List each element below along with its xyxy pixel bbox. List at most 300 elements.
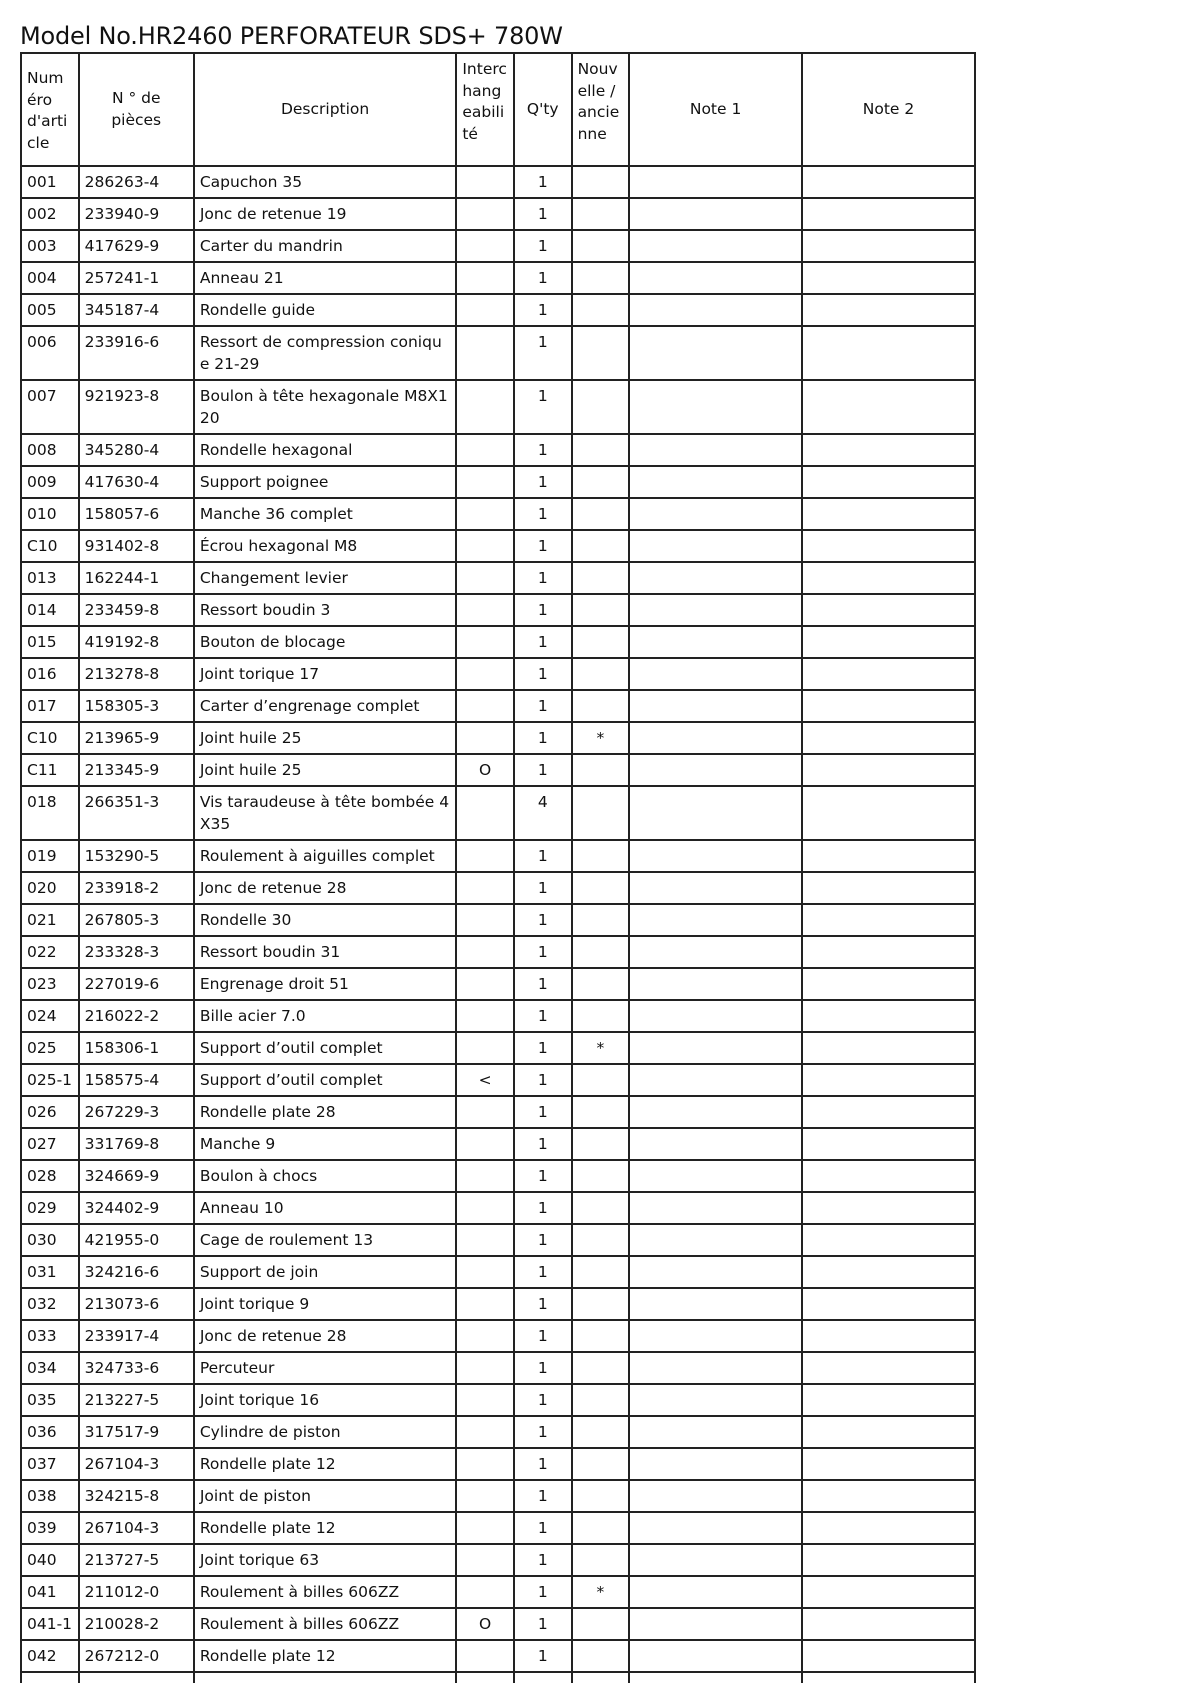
cell-qty: 1 [514,872,572,904]
cell-qty: 1 [514,198,572,230]
cell-description: Joint torique 16 [194,1384,457,1416]
cell-note-2 [802,1576,975,1608]
cell-note-2 [802,1544,975,1576]
cell-note-2 [802,968,975,1000]
cell-description: Carter du mandrin [194,230,457,262]
cell-note-2 [802,1128,975,1160]
cell-interchangeability [456,968,514,1000]
cell-interchangeability [456,434,514,466]
cell-part-no: 267229-3 [79,1096,194,1128]
cell-interchangeability [456,594,514,626]
table-row [21,1192,975,1224]
cell-interchangeability [456,230,514,262]
cell-item-no [21,1672,79,1683]
cell-part-no: 417629-9 [79,230,194,262]
cell-note-1 [629,786,802,840]
cell-item-no: 022 [21,936,79,968]
cell-new-old [572,198,630,230]
cell-part-no: 227019-6 [79,968,194,1000]
table-row [21,262,975,294]
cell-new-old [572,1160,630,1192]
cell-description: Rondelle plate 28 [194,1096,457,1128]
cell-interchangeability [456,530,514,562]
cell-part-no: 286263-4 [79,166,194,198]
cell-interchangeability [456,1320,514,1352]
cell-part-no: 211012-0 [79,1576,194,1608]
cell-note-2 [802,562,975,594]
table-row [21,936,975,968]
cell-qty: 1 [514,1032,572,1064]
cell-note-2 [802,262,975,294]
cell-new-old [572,968,630,1000]
cell-part-no: 213073-6 [79,1288,194,1320]
cell-new-old [572,1064,630,1096]
cell-new-old [572,1192,630,1224]
cell-description: Vis taraudeuse à tête bombée 4X35 [194,786,457,840]
cell-interchangeability [456,1192,514,1224]
table-row [21,198,975,230]
cell-qty: 1 [514,498,572,530]
table-row [21,904,975,936]
cell-note-1 [629,690,802,722]
cell-description: Capuchon 35 [194,166,457,198]
cell-note-1 [629,380,802,434]
header-new-old: Nouvelle / ancienne [572,53,630,166]
table-row [21,498,975,530]
cell-qty: 1 [514,466,572,498]
cell-note-1 [629,1448,802,1480]
cell-part-no: 257241-1 [79,262,194,294]
cell-note-2 [802,380,975,434]
cell-note-1 [629,722,802,754]
cell-description: Rondelle 30 [194,904,457,936]
cell-new-old [572,434,630,466]
cell-description: Boulon à tête hexagonale M8X120 [194,380,457,434]
cell-note-2 [802,1224,975,1256]
cell-item-no: 033 [21,1320,79,1352]
cell-note-2 [802,1096,975,1128]
table-row [21,1256,975,1288]
table-row [21,466,975,498]
cell-interchangeability [456,1128,514,1160]
cell-item-no: 024 [21,1000,79,1032]
table-row [21,1160,975,1192]
cell-note-1 [629,594,802,626]
cell-note-1 [629,166,802,198]
cell-interchangeability [456,1032,514,1064]
cell-note-1 [629,498,802,530]
cell-item-no: 006 [21,326,79,380]
cell-interchangeability [456,1576,514,1608]
table-row [21,1416,975,1448]
cell-note-1 [629,1000,802,1032]
cell-part-no: 324733-6 [79,1352,194,1384]
cell-description: Cage de roulement 13 [194,1224,457,1256]
cell-interchangeability [456,1448,514,1480]
cell-qty: 1 [514,1288,572,1320]
cell-qty: 1 [514,1224,572,1256]
cell-interchangeability [456,658,514,690]
cell-part-no: 267104-3 [79,1512,194,1544]
cell-interchangeability [456,1256,514,1288]
parts-table-container [20,52,976,1683]
cell-interchangeability [456,262,514,294]
cell-new-old: * [572,1576,630,1608]
cell-item-no: 035 [21,1384,79,1416]
cell-qty: 1 [514,1128,572,1160]
cell-item-no: 042 [21,1640,79,1672]
cell-qty: 1 [514,1576,572,1608]
cell-part-no: 233328-3 [79,936,194,968]
cell-qty: 1 [514,690,572,722]
cell-qty: 1 [514,1192,572,1224]
cell-qty: 1 [514,1096,572,1128]
cell-description [194,1672,457,1683]
cell-new-old [572,1352,630,1384]
cell-qty: 1 [514,166,572,198]
cell-description: Rondelle plate 12 [194,1640,457,1672]
cell-interchangeability [456,1000,514,1032]
cell-description: Écrou hexagonal M8 [194,530,457,562]
cell-note-1 [629,294,802,326]
cell-item-no: 014 [21,594,79,626]
cell-note-2 [802,1448,975,1480]
cell-note-1 [629,1192,802,1224]
table-row [21,434,975,466]
cell-qty: 4 [514,786,572,840]
cell-note-1 [629,840,802,872]
cell-description: Percuteur [194,1352,457,1384]
cell-qty: 1 [514,594,572,626]
cell-note-1 [629,1608,802,1640]
cell-description: Jonc de retenue 28 [194,1320,457,1352]
cell-note-2 [802,166,975,198]
table-row [21,326,975,380]
cell-note-2 [802,1384,975,1416]
cell-qty: 1 [514,230,572,262]
cell-note-2 [802,1512,975,1544]
cell-interchangeability [456,722,514,754]
table-row [21,1000,975,1032]
cell-interchangeability: < [456,1064,514,1096]
cell-note-2 [802,1352,975,1384]
cell-part-no: 419192-8 [79,626,194,658]
cell-qty: 1 [514,722,572,754]
cell-note-2 [802,230,975,262]
table-row [21,1448,975,1480]
cell-note-2 [802,840,975,872]
table-body [21,166,975,1683]
cell-note-2 [802,1256,975,1288]
cell-note-2 [802,786,975,840]
cell-description: Anneau 10 [194,1192,457,1224]
cell-note-1 [629,1096,802,1128]
cell-part-no: 421955-0 [79,1224,194,1256]
cell-note-2 [802,1640,975,1672]
cell-note-1 [629,1512,802,1544]
table-row [21,1128,975,1160]
cell-note-2 [802,294,975,326]
cell-item-no: 009 [21,466,79,498]
cell-part-no: 158306-1 [79,1032,194,1064]
cell-note-2 [802,872,975,904]
cell-item-no: 002 [21,198,79,230]
cell-item-no: 021 [21,904,79,936]
cell-item-no: 013 [21,562,79,594]
cell-interchangeability [456,198,514,230]
cell-description: Roulement à billes 606ZZ [194,1608,457,1640]
cell-interchangeability [456,1224,514,1256]
cell-description: Rondelle hexagonal [194,434,457,466]
cell-note-2 [802,1000,975,1032]
cell-description: Joint huile 25 [194,722,457,754]
cell-note-1 [629,1320,802,1352]
cell-note-2 [802,690,975,722]
table-row [21,1224,975,1256]
cell-description: Joint torique 63 [194,1544,457,1576]
cell-new-old [572,262,630,294]
table-row [21,380,975,434]
cell-interchangeability [456,166,514,198]
cell-item-no: 026 [21,1096,79,1128]
table-row [21,562,975,594]
header-interchangeability: Interchangeabilité [456,53,514,166]
cell-item-no: 019 [21,840,79,872]
cell-note-2 [802,626,975,658]
cell-description: Boulon à chocs [194,1160,457,1192]
cell-part-no: 324216-6 [79,1256,194,1288]
cell-new-old [572,294,630,326]
cell-item-no: 017 [21,690,79,722]
cell-interchangeability [456,1640,514,1672]
cell-qty: 1 [514,380,572,434]
cell-note-1 [629,1576,802,1608]
cell-description: Support poignee [194,466,457,498]
cell-description: Manche 36 complet [194,498,457,530]
cell-note-2 [802,754,975,786]
cell-note-1 [629,1224,802,1256]
cell-note-1 [629,1672,802,1683]
cell-interchangeability [456,1096,514,1128]
header-note-1: Note 1 [629,53,802,166]
cell-qty: 1 [514,1256,572,1288]
table-row [21,1320,975,1352]
cell-new-old [572,840,630,872]
cell-qty: 1 [514,294,572,326]
cell-interchangeability [456,1480,514,1512]
cell-interchangeability [456,380,514,434]
cell-interchangeability [456,1416,514,1448]
cell-qty: 1 [514,1000,572,1032]
cell-part-no: 324669-9 [79,1160,194,1192]
header-description: Description [194,53,457,166]
cell-note-2 [802,434,975,466]
cell-note-1 [629,1416,802,1448]
cell-note-1 [629,1160,802,1192]
table-row [21,166,975,198]
cell-item-no: 016 [21,658,79,690]
cell-interchangeability [456,936,514,968]
cell-description: Roulement à billes 606ZZ [194,1576,457,1608]
cell-note-1 [629,434,802,466]
cell-item-no: 030 [21,1224,79,1256]
cell-qty: 1 [514,936,572,968]
cell-interchangeability [456,1288,514,1320]
cell-note-1 [629,1544,802,1576]
cell-part-no: 210028-2 [79,1608,194,1640]
cell-interchangeability [456,626,514,658]
cell-new-old [572,1512,630,1544]
cell-interchangeability [456,1512,514,1544]
cell-part-no: 317517-9 [79,1416,194,1448]
cell-note-1 [629,1128,802,1160]
cell-description: Ressort boudin 31 [194,936,457,968]
table-row [21,872,975,904]
cell-part-no: 158305-3 [79,690,194,722]
table-row [21,840,975,872]
cell-item-no: 023 [21,968,79,1000]
cell-item-no: 041-1 [21,1608,79,1640]
cell-note-1 [629,872,802,904]
cell-qty: 1 [514,658,572,690]
cell-part-no: 266351-3 [79,786,194,840]
cell-part-no: 216022-2 [79,1000,194,1032]
cell-item-no: 018 [21,786,79,840]
header-note-2: Note 2 [802,53,975,166]
cell-note-1 [629,326,802,380]
cell-item-no: 015 [21,626,79,658]
cell-new-old [572,230,630,262]
cell-qty: 1 [514,904,572,936]
cell-description: Jonc de retenue 19 [194,198,457,230]
cell-note-2 [802,1160,975,1192]
cell-qty: 1 [514,1320,572,1352]
cell-new-old [572,626,630,658]
cell-qty: 1 [514,1512,572,1544]
table-row [21,626,975,658]
cell-item-no: 027 [21,1128,79,1160]
cell-qty: 1 [514,530,572,562]
cell-new-old [572,1320,630,1352]
cell-description: Ressort boudin 3 [194,594,457,626]
cell-interchangeability [456,326,514,380]
cell-note-2 [802,530,975,562]
cell-part-no: 213227-5 [79,1384,194,1416]
cell-part-no: 213278-8 [79,658,194,690]
cell-description: Roulement à aiguilles complet [194,840,457,872]
header-qty: Q'ty [514,53,572,166]
cell-new-old [572,1544,630,1576]
cell-interchangeability [456,872,514,904]
cell-qty: 1 [514,262,572,294]
cell-qty: 1 [514,754,572,786]
table-row [21,1352,975,1384]
cell-description: Carter d’engrenage complet [194,690,457,722]
cell-note-1 [629,262,802,294]
table-row [21,530,975,562]
cell-new-old [572,466,630,498]
cell-new-old: * [572,1032,630,1064]
table-row [21,754,975,786]
cell-interchangeability [456,1160,514,1192]
cell-note-1 [629,658,802,690]
cell-item-no: 039 [21,1512,79,1544]
cell-item-no: 020 [21,872,79,904]
cell-item-no: 032 [21,1288,79,1320]
cell-note-1 [629,1256,802,1288]
cell-note-1 [629,904,802,936]
cell-note-1 [629,1352,802,1384]
cell-qty: 1 [514,968,572,1000]
cell-new-old [572,904,630,936]
cell-part-no: 213345-9 [79,754,194,786]
cell-note-1 [629,1384,802,1416]
cell-new-old [572,326,630,380]
cell-description: Joint torique 17 [194,658,457,690]
table-row [21,1512,975,1544]
table-row [21,1576,975,1608]
cell-item-no: C10 [21,722,79,754]
cell-qty: 1 [514,626,572,658]
cell-note-2 [802,1608,975,1640]
cell-part-no: 417630-4 [79,466,194,498]
table-row [21,690,975,722]
parts-table [20,52,976,1683]
cell-interchangeability [456,1672,514,1683]
cell-interchangeability [456,786,514,840]
cell-item-no: 029 [21,1192,79,1224]
cell-note-1 [629,230,802,262]
cell-qty: 1 [514,434,572,466]
cell-new-old [572,872,630,904]
cell-description: Manche 9 [194,1128,457,1160]
cell-part-no: 345280-4 [79,434,194,466]
cell-part-no: 162244-1 [79,562,194,594]
table-row [21,1096,975,1128]
cell-part-no: 213965-9 [79,722,194,754]
cell-part-no [79,1672,194,1683]
cell-description: Bille acier 7.0 [194,1000,457,1032]
cell-note-2 [802,1672,975,1683]
cell-description: Cylindre de piston [194,1416,457,1448]
cell-note-2 [802,1480,975,1512]
cell-qty: 1 [514,1608,572,1640]
table-row [21,294,975,326]
cell-part-no: 233918-2 [79,872,194,904]
cell-interchangeability [456,1352,514,1384]
cell-part-no: 233459-8 [79,594,194,626]
cell-new-old [572,1640,630,1672]
cell-note-2 [802,594,975,626]
table-row [21,1480,975,1512]
cell-item-no: 010 [21,498,79,530]
cell-new-old [572,690,630,722]
table-row [21,594,975,626]
cell-note-2 [802,658,975,690]
cell-note-2 [802,936,975,968]
cell-interchangeability [456,466,514,498]
cell-note-2 [802,1192,975,1224]
table-row [21,1064,975,1096]
cell-qty: 1 [514,1640,572,1672]
cell-interchangeability [456,1384,514,1416]
table-row [21,1608,975,1640]
cell-qty: 1 [514,1160,572,1192]
cell-new-old [572,1416,630,1448]
cell-note-1 [629,1064,802,1096]
cell-item-no: C11 [21,754,79,786]
cell-part-no: 345187-4 [79,294,194,326]
